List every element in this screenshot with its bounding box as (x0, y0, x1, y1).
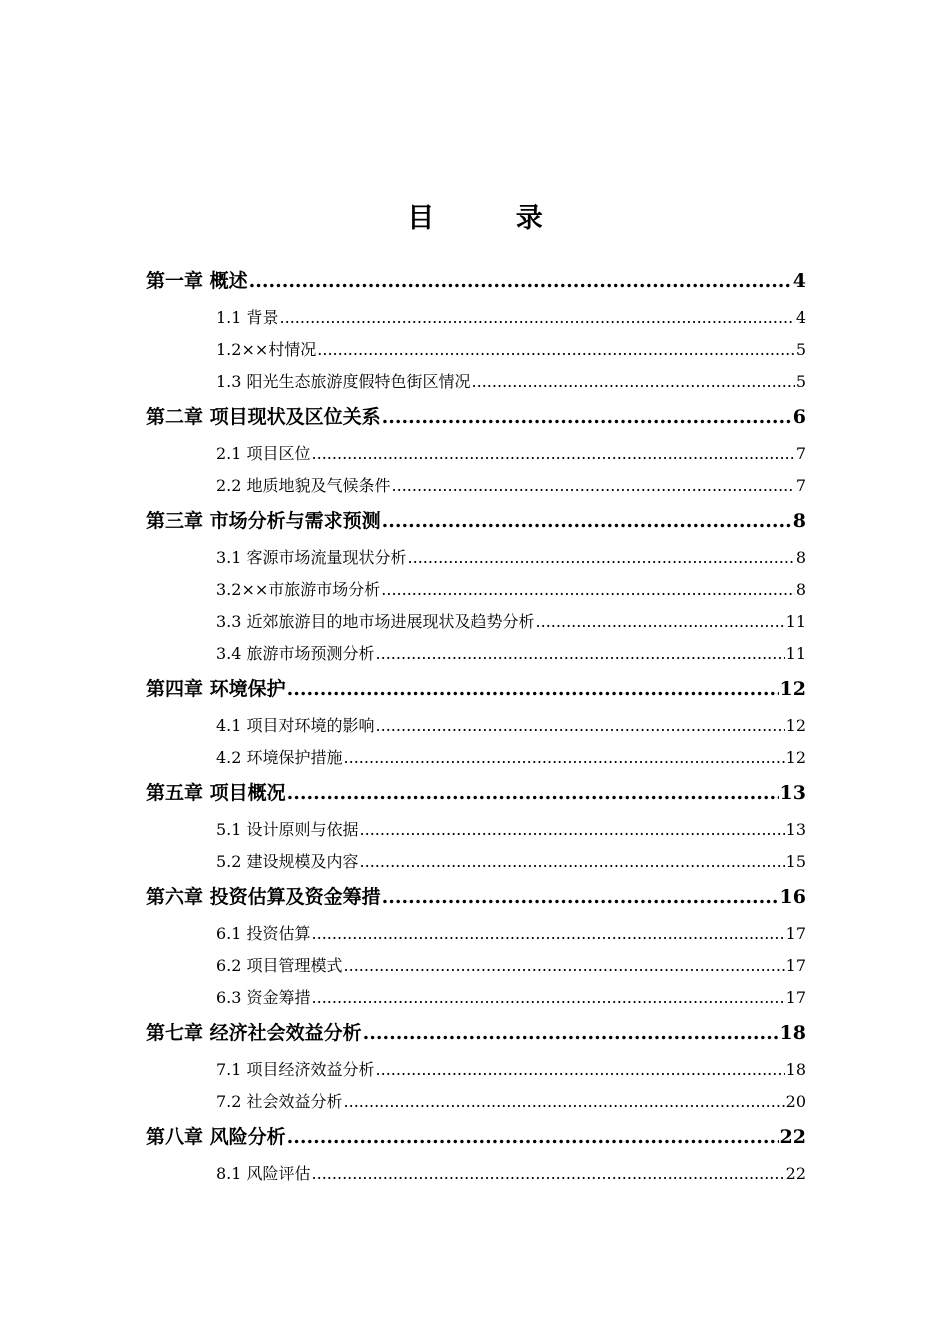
toc-section-entry[interactable] (146, 606, 806, 638)
toc-dot-leader (536, 606, 785, 638)
toc-dot-leader (280, 302, 795, 334)
toc-section-label: 4.1 项目对环境的影响 (216, 716, 375, 735)
toc-section-label: 6.1 投资估算 (216, 924, 311, 943)
toc-section-page: 5 (795, 340, 806, 359)
toc-chapter-entry[interactable] (146, 1014, 806, 1052)
toc-section-label: 5.1 设计原则与依据 (216, 820, 359, 839)
toc-section-entry[interactable] (146, 638, 806, 670)
toc-section-entry[interactable] (146, 470, 806, 502)
toc-dot-leader (360, 814, 785, 846)
toc-section-label: 7.1 项目经济效益分析 (216, 1060, 375, 1079)
toc-dot-leader (317, 334, 795, 366)
toc-dot-leader (312, 438, 795, 470)
toc-chapter-label: 第二章 项目现状及区位关系 (146, 406, 381, 428)
toc-section-entry[interactable] (146, 1086, 806, 1118)
toc-section-label: 4.2 环境保护措施 (216, 748, 343, 767)
toc-section-label: 7.2 社会效益分析 (216, 1092, 343, 1111)
toc-dot-leader (312, 982, 785, 1014)
toc-title: 目 录 (407, 203, 579, 234)
toc-section-page: 7 (795, 444, 806, 463)
toc-chapter-page: 13 (779, 782, 806, 804)
toc-dot-leader (360, 846, 785, 878)
toc-dot-leader (287, 670, 779, 708)
toc-chapter-label: 第五章 项目概况 (146, 782, 286, 804)
toc-section-page: 4 (795, 308, 806, 327)
toc-section-page: 11 (785, 644, 806, 663)
toc-section-page: 8 (795, 548, 806, 567)
toc-chapter-entry[interactable] (146, 262, 806, 300)
toc-section-entry[interactable] (146, 814, 806, 846)
toc-chapter-page: 6 (792, 406, 806, 428)
toc-dot-leader (408, 542, 795, 574)
toc-section-label: 1.1 背景 (216, 308, 279, 327)
toc-chapter-page: 22 (779, 1126, 806, 1148)
toc-dot-leader (249, 262, 792, 300)
toc-section-entry[interactable] (146, 982, 806, 1014)
toc-section-entry[interactable] (146, 366, 806, 398)
toc-dot-leader (363, 1014, 779, 1052)
toc-section-page: 5 (795, 372, 806, 391)
toc-chapter-page: 8 (792, 510, 806, 532)
toc-dot-leader (376, 710, 785, 742)
toc-section-label: 8.1 风险评估 (216, 1164, 311, 1183)
toc-section-entry[interactable] (146, 710, 806, 742)
toc-dot-leader (344, 742, 785, 774)
toc-chapter-page: 12 (779, 678, 806, 700)
toc-section-page: 12 (785, 716, 806, 735)
toc-section-label: 3.1 客源市场流量现状分析 (216, 548, 407, 567)
toc-section-label: 1.2××村情况 (216, 340, 317, 359)
toc-chapter-label: 第三章 市场分析与需求预测 (146, 510, 381, 532)
toc-dot-leader (382, 398, 792, 436)
toc-chapter-label: 第六章 投资估算及资金筹措 (146, 886, 381, 908)
toc-section-entry[interactable] (146, 742, 806, 774)
toc-section-label: 6.2 项目管理模式 (216, 956, 343, 975)
toc-chapter-label: 第七章 经济社会效益分析 (146, 1022, 362, 1044)
toc-chapter-page: 4 (792, 270, 806, 292)
toc-chapter-entry[interactable] (146, 878, 806, 916)
toc-section-page: 18 (785, 1060, 806, 1079)
toc-section-label: 2.1 项目区位 (216, 444, 311, 463)
toc-chapter-label: 第八章 风险分析 (146, 1126, 286, 1148)
toc-dot-leader (382, 502, 792, 540)
toc-section-label: 3.4 旅游市场预测分析 (216, 644, 375, 663)
toc-chapter-label: 第一章 概述 (146, 270, 248, 292)
toc-dot-leader (312, 918, 785, 950)
toc-dot-leader (382, 878, 779, 916)
toc-dot-leader (312, 1158, 785, 1190)
toc-section-page: 12 (785, 748, 806, 767)
toc-section-label: 3.3 近郊旅游目的地市场进展现状及趋势分析 (216, 612, 535, 631)
toc-section-page: 7 (795, 476, 806, 495)
toc-section-entry[interactable] (146, 918, 806, 950)
toc-section-page: 20 (785, 1092, 806, 1111)
toc-dot-leader (287, 1118, 779, 1156)
toc-section-label: 2.2 地质地貌及气候条件 (216, 476, 391, 495)
toc-chapter-entry[interactable] (146, 398, 806, 436)
toc-section-page: 17 (785, 988, 806, 1007)
toc-section-page: 11 (785, 612, 806, 631)
toc-chapter-entry[interactable] (146, 774, 806, 812)
toc-section-page: 22 (785, 1164, 806, 1183)
toc-section-page: 17 (785, 924, 806, 943)
toc-section-entry[interactable] (146, 1158, 806, 1190)
toc-dot-leader (376, 638, 785, 670)
toc-chapter-entry[interactable] (146, 1118, 806, 1156)
toc-section-entry[interactable] (146, 1054, 806, 1086)
toc-section-label: 6.3 资金筹措 (216, 988, 311, 1007)
toc-chapter-label: 第四章 环境保护 (146, 678, 286, 700)
toc-section-label: 5.2 建设规模及内容 (216, 852, 359, 871)
toc-section-entry[interactable] (146, 438, 806, 470)
toc-chapter-page: 16 (779, 886, 806, 908)
toc-section-entry[interactable] (146, 574, 806, 606)
toc-chapter-entry[interactable] (146, 670, 806, 708)
toc-dot-leader (472, 366, 795, 398)
toc-section-label: 3.2××市旅游市场分析 (216, 580, 381, 599)
toc-dot-leader (376, 1054, 785, 1086)
toc-chapter-entry[interactable] (146, 502, 806, 540)
toc-dot-leader (392, 470, 795, 502)
toc-dot-leader (344, 950, 785, 982)
toc-section-label: 1.3 阳光生态旅游度假特色街区情况 (216, 372, 471, 391)
toc-dot-leader (344, 1086, 785, 1118)
toc-section-page: 13 (785, 820, 806, 839)
toc-chapter-page: 18 (779, 1022, 806, 1044)
toc-dot-leader (287, 774, 779, 812)
toc-section-entry[interactable] (146, 542, 806, 574)
toc-section-entry[interactable] (146, 334, 806, 366)
toc-section-entry[interactable] (146, 302, 806, 334)
toc-section-entry[interactable] (146, 846, 806, 878)
toc-list (146, 262, 806, 1190)
toc-section-entry[interactable] (146, 950, 806, 982)
toc-dot-leader (381, 574, 795, 606)
toc-section-page: 8 (795, 580, 806, 599)
toc-section-page: 15 (785, 852, 806, 871)
toc-section-page: 17 (785, 956, 806, 975)
